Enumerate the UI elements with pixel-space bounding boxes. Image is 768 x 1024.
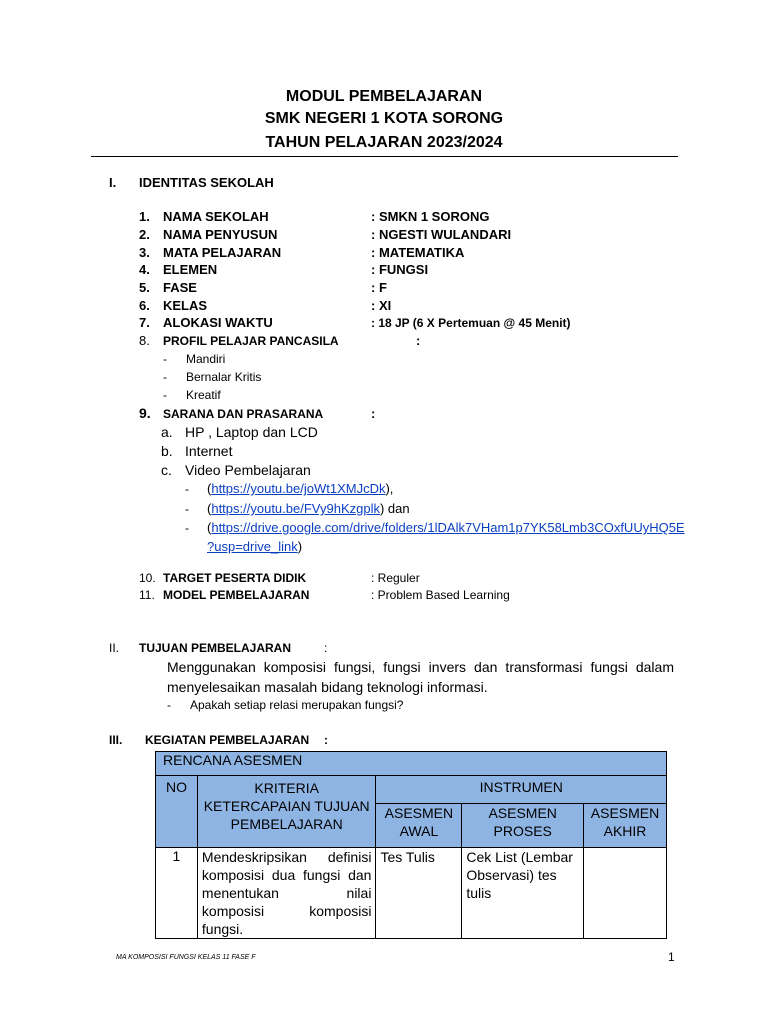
item-label: KELAS (163, 298, 208, 313)
item-value: : F (371, 280, 387, 295)
header-no: NO (156, 776, 198, 848)
item-value: : SMKN 1 SORONG (371, 209, 490, 224)
link-suffix: ) (297, 539, 303, 554)
item-number: 10. (139, 571, 156, 585)
item-label: ELEMEN (163, 262, 218, 277)
item-number: 2. (139, 227, 150, 242)
table-row (156, 848, 667, 939)
item-value: : Problem Based Learning (371, 588, 510, 602)
header-instrument: INSTRUMEN (376, 776, 667, 804)
header-process-assessment: ASESMEN PROSES (462, 804, 584, 848)
item-number: 7. (139, 315, 150, 330)
header-criteria: KRITERIA KETERCAPAIAN TUJUAN PEMBELAJARAN (197, 776, 376, 848)
sarana-letter: c. (161, 462, 172, 478)
item-number: 1. (139, 209, 150, 224)
item-label: NAMA PENYUSUN (163, 227, 278, 242)
assessment-plan-table (155, 751, 667, 939)
table-header-row (156, 776, 667, 804)
bullet-dash: - (163, 352, 167, 366)
header-final-assessment: ASESMEN AKHIR (584, 804, 667, 848)
item-value: : (371, 406, 376, 421)
page-number: 1 (668, 950, 675, 964)
item-value: : Reguler (371, 571, 420, 585)
item-number: 3. (139, 245, 150, 260)
item-value: : (416, 333, 421, 348)
link-line (207, 520, 685, 535)
table-caption-row (156, 752, 667, 776)
link-line (207, 501, 410, 516)
row-criteria: Mendeskripsikan definisi komposisi dua fungsi dan menentukan nilai komposisi komposisi fungsi. (197, 848, 376, 939)
table-caption: RENCANA ASESMEN (156, 752, 667, 776)
item-label: ALOKASI WAKTU (163, 315, 273, 330)
item-number: 11. (139, 588, 155, 602)
objective-question: Apakah setiap relasi merupakan fungsi? (190, 698, 404, 712)
section-2-title: TUJUAN PEMBELAJARAN (139, 641, 292, 655)
row-initial-assessment: Tes Tulis (376, 848, 462, 939)
item-number: 5. (139, 280, 150, 295)
item-number: 8. (139, 333, 150, 348)
item-label: MODEL PEMBELAJARAN (163, 588, 310, 602)
item-value: : MATEMATIKA (371, 245, 465, 260)
video-link-1[interactable]: https://youtu.be/joWt1XMJcDk (211, 481, 386, 496)
link-line-continued (207, 539, 302, 554)
link-line (207, 481, 393, 496)
section-2-colon: : (324, 641, 328, 655)
sarana-item: Internet (185, 443, 233, 459)
item-value: : FUNGSI (371, 262, 429, 277)
item-value: : NGESTI WULANDARI (371, 227, 512, 242)
link-suffix: ) dan (379, 501, 410, 516)
link-prefix: ( (207, 481, 212, 496)
item-label: SARANA DAN PRASARANA (163, 407, 324, 421)
item-label: TARGET PESERTA DIDIK (163, 571, 307, 585)
row-final-assessment (584, 848, 667, 939)
drive-link-query[interactable]: ?usp=drive_link (207, 539, 298, 554)
item-number: 6. (139, 298, 150, 313)
drive-link[interactable]: https://drive.google.com/drive/folders/1lDAlk7VHam1p7YK58Lmb3COxfUUyHQ5E (211, 520, 685, 535)
profil-item: Bernalar Kritis (186, 370, 262, 384)
bullet-dash: - (185, 482, 189, 496)
section-3-number: III. (109, 733, 123, 747)
sarana-item: Video Pembelajaran (185, 462, 311, 478)
link-suffix: ), (385, 481, 394, 496)
objective-line-2: menyelesaikan masalah bidang teknologi informasi. (167, 679, 488, 695)
bullet-dash: - (167, 698, 171, 712)
link-prefix: ( (207, 520, 212, 535)
section-2-number: II. (109, 641, 120, 655)
item-label: PROFIL PELAJAR PANCASILA (163, 334, 339, 348)
row-no: 1 (156, 848, 198, 939)
sarana-letter: b. (161, 443, 173, 459)
item-label: NAMA SEKOLAH (163, 209, 269, 224)
bullet-dash: - (185, 521, 189, 535)
item-value: : 18 JP (6 X Pertemuan @ 45 Menit) (371, 316, 571, 330)
sarana-item: HP , Laptop dan LCD (185, 424, 318, 440)
academic-year: TAHUN PELAJARAN 2023/2024 (265, 134, 503, 151)
item-label: FASE (163, 280, 197, 295)
section-1-title: IDENTITAS SEKOLAH (139, 175, 274, 190)
section-3-title: KEGIATAN PEMBELAJARAN (145, 733, 310, 747)
header-initial-assessment: ASESMEN AWAL (376, 804, 462, 848)
school-name: SMK NEGERI 1 KOTA SORONG (264, 110, 504, 127)
header-divider (91, 156, 678, 157)
objective-paragraph (167, 657, 674, 697)
item-label: MATA PELAJARAN (163, 245, 282, 260)
item-value: : XI (371, 298, 392, 313)
item-number: 4. (139, 262, 150, 277)
doc-title: MODUL PEMBELAJARAN (285, 88, 483, 105)
item-number: 9. (139, 405, 151, 421)
video-link-2[interactable]: https://youtu.be/FVy9hKzgplk (211, 501, 380, 516)
footer-text: MA KOMPOSISI FUNGSI KELAS 11 FASE F (116, 954, 256, 961)
section-1-number: I. (109, 175, 117, 190)
bullet-dash: - (185, 502, 189, 516)
section-3-colon: : (324, 733, 328, 747)
bullet-dash: - (163, 370, 167, 384)
profil-item: Mandiri (186, 352, 226, 366)
profil-item: Kreatif (186, 388, 221, 402)
row-process-assessment: Cek List (Lembar Observasi) tes tulis (462, 848, 584, 939)
link-prefix: ( (207, 501, 212, 516)
bullet-dash: - (163, 388, 167, 402)
sarana-letter: a. (161, 424, 173, 440)
objective-line-1: Menggunakan komposisi fungsi, fungsi invers dan transformasi fungsi dalam (167, 659, 674, 675)
